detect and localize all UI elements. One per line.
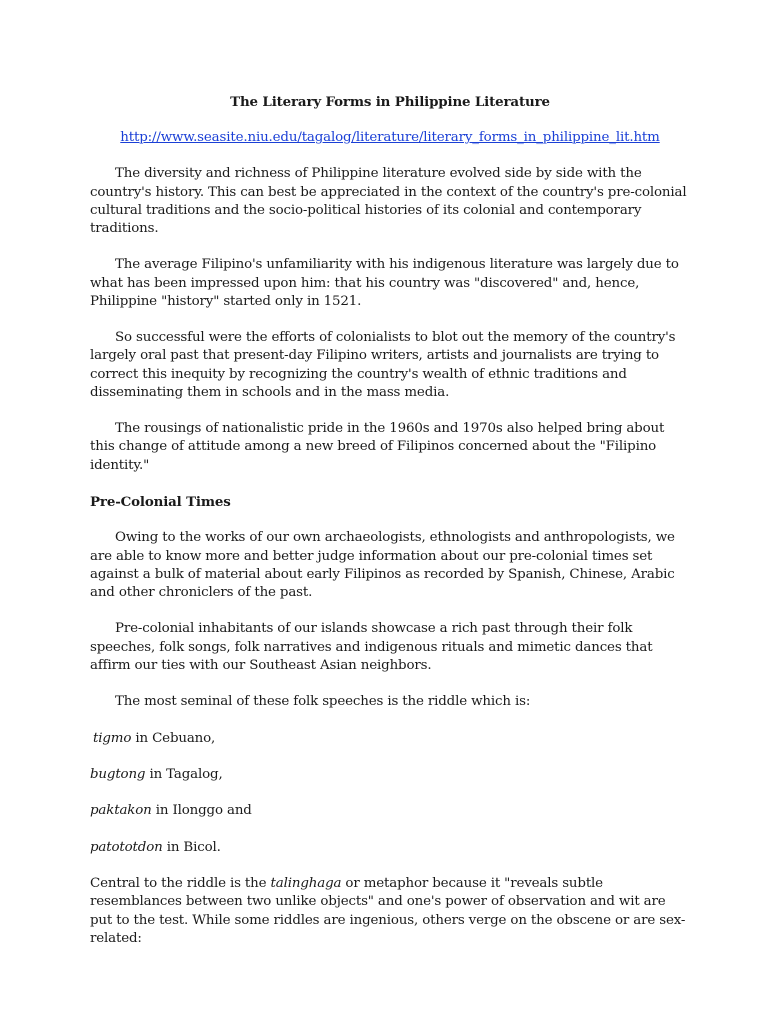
riddle-term-line bbox=[90, 802, 690, 820]
section-paragraph-2: Pre-colonial inhabitants of our islands showcase a rich past through their folk speeches, folk songs, folk narratives and indigenous rituals and mimetic dances that affirm our ties with our Southeast Asian neighbors. bbox=[90, 621, 653, 673]
riddle-term-line bbox=[90, 730, 690, 748]
source-url-link[interactable]: http://www.seasite.niu.edu/tagalog/literature/literary_forms_in_philippine_lit.htm bbox=[120, 130, 660, 146]
section-heading: Pre-Colonial Times bbox=[90, 494, 231, 510]
section-paragraph-1: Owing to the works of our own archaeologists, ethnologists and anthropologists, we are able to know more and better judge information about our pre-colonial times set against a bulk of material about early Filipinos as recorded by Spanish, Chinese, Arabic and other chroniclers of the past. bbox=[90, 530, 675, 600]
riddle-term: paktakon bbox=[90, 803, 152, 819]
closing-text-after: or metaphor because it "reveals subtle resemblances between two unlike objects" and one's power of observation and wit are put to the test. While some riddles are ingenious, others verge on the obscene or are sex-related: bbox=[90, 876, 686, 946]
intro-paragraph-3: So successful were the efforts of colonialists to blot out the memory of the country's largely oral past that present-day Filipino writers, artists and journalists are trying to correct this inequity by recognizing the country's wealth of ethnic traditions and disseminating them in schools and in the mass media. bbox=[90, 330, 676, 400]
riddle-term-language: in Tagalog, bbox=[145, 766, 223, 782]
closing-paragraph bbox=[90, 875, 690, 948]
riddle-term-line bbox=[90, 766, 690, 784]
section-paragraph-3: The most seminal of these folk speeches is the riddle which is: bbox=[115, 694, 531, 710]
closing-term: talinghaga bbox=[270, 876, 342, 892]
closing-text-before: Central to the riddle is the bbox=[90, 876, 271, 892]
document-title: The Literary Forms in Philippine Literature bbox=[230, 94, 550, 110]
riddle-term-language: in Bicol. bbox=[162, 839, 221, 855]
document-body bbox=[90, 93, 690, 966]
riddle-term: tigmo bbox=[93, 730, 132, 746]
intro-paragraph-4: The rousings of nationalistic pride in the 1960s and 1970s also helped bring about this change of attitude among a new breed of Filipinos concerned about the "Filipino identity." bbox=[90, 421, 665, 473]
intro-paragraph-1: The diversity and richness of Philippine literature evolved side by side with the country's history. This can best be appreciated in the context of the country's pre-colonial cultural traditions and the socio-political histories of its colonial and contemporary traditions. bbox=[90, 166, 687, 237]
riddle-term-language: in Ilonggo and bbox=[151, 803, 252, 819]
riddle-term-language: in Cebuano, bbox=[131, 730, 216, 746]
intro-paragraph-2: The average Filipino's unfamiliarity with his indigenous literature was largely due to what has been impressed upon him: that his country was "discovered" and, hence, Philippine "history" started only in 1521. bbox=[90, 257, 679, 309]
source-url-line bbox=[90, 129, 690, 147]
riddle-term: patototdon bbox=[90, 839, 163, 855]
riddle-term-line bbox=[90, 839, 690, 857]
riddle-term: bugtong bbox=[90, 766, 146, 782]
